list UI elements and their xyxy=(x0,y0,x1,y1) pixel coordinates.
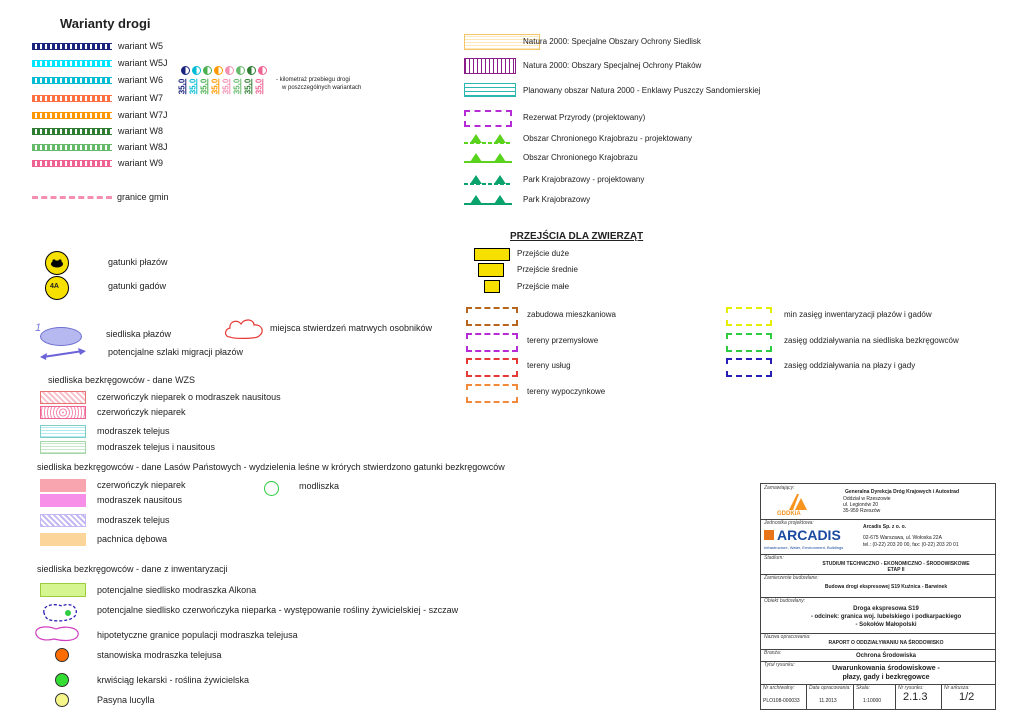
tb-rys: 2.1.3 xyxy=(903,691,928,703)
natura-label-1: Natura 2000: Obszary Specjalnej Ochrony Ptaków xyxy=(523,61,702,70)
przejscie-2: Przejście małe xyxy=(517,282,570,291)
tb-zam-name: Generalna Dyrekcja Dróg Krajowych i Autostrad xyxy=(845,489,960,495)
variant-label-6: wariant W8J xyxy=(118,142,168,152)
wzs-swatch-0 xyxy=(40,391,86,404)
km-value: 35,0 xyxy=(254,78,264,95)
siedliska-ellipse xyxy=(40,327,82,346)
natura-label-6: Park Krajobrazowy - projektowany xyxy=(523,175,645,184)
triangle-line-icon-5 xyxy=(464,150,512,162)
wzs-item-3: modraszek telejus i nausitous xyxy=(97,442,216,452)
gady-label: gatunki gadów xyxy=(108,281,167,291)
variant-line-0 xyxy=(32,43,112,50)
tb-branza: Ochrona Środowiska xyxy=(855,653,916,659)
zabudowa-label-3: tereny wypoczynkowe xyxy=(527,387,606,396)
granice-line xyxy=(32,196,112,199)
inw-item-0: potencjalne siedlisko modraszka Alkona xyxy=(97,585,257,595)
telejus-outline-icon xyxy=(32,624,82,644)
num-one: 1 xyxy=(35,322,42,334)
tb-tytul2: płazy, gady i bezkręgowce xyxy=(842,674,930,681)
zasieg-swatch-1 xyxy=(726,333,772,352)
inw-item-3: stanowiska modraszka telejusa xyxy=(97,650,222,660)
przejscie-0: Przejście duże xyxy=(517,249,570,258)
tb-zam-lbl: Zamawiający: xyxy=(764,485,795,491)
inw-item-1: potencjalne siedlisko czerwończyka nieparka - występowanie rośliny żywicielskiej - szczaw xyxy=(97,605,459,615)
natura-label-0: Natura 2000: Specjalne Obszary Ochrony Siedlisk xyxy=(523,37,701,46)
km-value: 35,0 xyxy=(221,78,231,95)
km-dot-icon xyxy=(214,66,223,75)
tb-nazwa-lbl: Nazwa opracowania: xyxy=(764,634,811,640)
zasieg-label-2: zasięg oddziaływania na płazy i gady xyxy=(784,361,916,370)
przejscie-1: Przejście średnie xyxy=(517,265,578,274)
km-value: 35,0 xyxy=(243,78,253,95)
plazy-label: gatunki płazów xyxy=(108,257,168,267)
variant-line-2 xyxy=(32,77,112,84)
zabudowa-label-1: tereny przemysłowe xyxy=(527,336,599,345)
variant-line-7 xyxy=(32,160,112,167)
krwisciag-dot-icon xyxy=(55,673,69,687)
przejscia-header: PRZEJŚCIA DLA ZWIERZĄT xyxy=(510,231,644,242)
tb-data: 11.2013 xyxy=(819,698,837,704)
wzs-item-2: modraszek telejus xyxy=(97,426,170,436)
modliszka-circle xyxy=(264,481,279,496)
przejscie-srednie-icon xyxy=(478,263,504,277)
tb-obiekt1: Droga ekspresowa S19 xyxy=(853,606,919,612)
tb-zam-a3: 35-959 Rzeszów xyxy=(843,508,881,514)
variant-line-1 xyxy=(32,60,112,67)
variant-label-4: wariant W7J xyxy=(118,110,168,120)
zabudowa-swatch-0 xyxy=(466,307,518,326)
variant-line-4 xyxy=(32,112,112,119)
km-dot-icon xyxy=(236,66,245,75)
km-dot-icon xyxy=(203,66,212,75)
gddkia-logo-icon xyxy=(787,492,809,512)
lasy-item-2: modraszek telejus xyxy=(97,515,170,525)
tb-skala-lbl: Skala: xyxy=(856,685,870,691)
tb-obiekt-lbl: Obiekt budowlany: xyxy=(764,598,806,604)
legend-title: Warianty drogi xyxy=(60,16,151,31)
tb-arc-addr: 02-675 Warszawa, ul. Wołoska 22A xyxy=(863,535,942,541)
lasy-item-3: pachnica dębowa xyxy=(97,534,168,544)
tb-stadium: STUDIUM TECHNICZNO - EKONOMICZNO - ŚRODOWISKOWE xyxy=(822,561,970,567)
wzs-item-0: czerwończyk nieparek o modraszek nausitous xyxy=(97,392,281,402)
km-dot-icon xyxy=(247,66,256,75)
triangle-line-icon-7 xyxy=(464,192,512,204)
variant-label-2: wariant W6 xyxy=(118,75,164,85)
telejus-dot-icon xyxy=(55,648,69,662)
tb-nazwa: RAPORT O ODDZIAŁYWANIU NA ŚRODOWISKO xyxy=(828,640,944,646)
natura-label-2: Planowany obszar Natura 2000 - Enklawy Puszczy Sandomierskiej xyxy=(523,86,761,95)
tb-obiekt2: - odcinek: granica woj. lubelskiego i podkarpackiego xyxy=(810,614,962,620)
wzs-item-1: czerwończyk nieparek xyxy=(97,407,186,417)
variant-label-1: wariant W5J xyxy=(118,58,168,68)
zabudowa-label-2: tereny usług xyxy=(527,361,571,370)
tb-arch-lbl: Nr archiwalny: xyxy=(763,685,795,691)
tb-zamierzenie: Budowa drogi ekspresowej S19 Kuźnica - Barwinek xyxy=(824,584,948,590)
lasy-swatch-1 xyxy=(40,494,86,507)
zasieg-label-0: min zasięg inwentaryzacji płazów i gadów xyxy=(784,310,932,319)
zasieg-swatch-2 xyxy=(726,358,772,377)
variant-line-3 xyxy=(32,95,112,102)
variant-line-6 xyxy=(32,144,112,151)
tb-zamierz-lbl: Zamierzenie budowlane: xyxy=(764,575,819,581)
tb-arch: PLO108-000033 xyxy=(763,698,800,704)
wzs-swatch-2 xyxy=(40,425,86,438)
przejscie-male-icon xyxy=(484,280,500,293)
variant-line-5 xyxy=(32,128,112,135)
natura-swatch-1 xyxy=(464,58,516,74)
lasy-item-1: modraszek nausitous xyxy=(97,495,183,505)
lizard-icon-text: 4A xyxy=(50,283,59,290)
lasy-swatch-3 xyxy=(40,533,86,546)
lasy-header: siedliska bezkręgowców - dane Lasów Państowych - wydzielenia leśne w krórych stwierdzono gatunki bezkręgowców xyxy=(37,462,505,472)
tb-ark: 1/2 xyxy=(959,691,975,703)
km-dot-icon xyxy=(192,66,201,75)
tb-branza-lbl: Branża: xyxy=(764,650,782,656)
alkona-swatch xyxy=(40,583,86,597)
tb-stad-lbl: Stadium: xyxy=(764,555,784,561)
variant-label-3: wariant W7 xyxy=(118,93,164,103)
tb-arc-name: Arcadis Sp. z o. o. xyxy=(863,524,907,530)
zasieg-label-1: zasięg oddziaływania na siedliska bezkręgowców xyxy=(784,336,959,345)
inw-item-5: Pasyna lucylla xyxy=(97,695,155,705)
km-dot-icon xyxy=(225,66,234,75)
tb-ark-lbl: Nr arkusza: xyxy=(944,685,970,691)
natura-label-7: Park Krajobrazowy xyxy=(523,195,591,204)
inw-header: siedliska bezkręgowców - dane z inwentaryzacji xyxy=(37,564,228,574)
siedliska-label: siedliska płazów xyxy=(106,329,172,339)
tb-rys-lbl: Nr rysunku: xyxy=(898,685,924,691)
km-value: 35,0 xyxy=(232,78,242,95)
km-value: 35,0 xyxy=(177,78,187,95)
tb-arcadis: ARCADIS xyxy=(777,527,841,543)
natura-label-3: Rezerwat Przyrody (projektowany) xyxy=(523,113,646,122)
modliszka-label: modliszka xyxy=(299,481,340,491)
km-dot-icon xyxy=(258,66,267,75)
triangle-line-icon-4 xyxy=(464,131,512,143)
tb-arc-tel: tel.: (0-22) 203 20 00, fax: (0-22) 203 20 01 xyxy=(863,542,959,548)
arcadis-logo-icon xyxy=(764,530,774,540)
wzs-swatch-3 xyxy=(40,441,86,454)
km-dot-icon xyxy=(181,66,190,75)
tb-jedn-lbl: Jednostka projektowa: xyxy=(764,520,814,526)
cloud-icon xyxy=(224,317,266,341)
km-value: 35,0 xyxy=(210,78,220,95)
tb-arcadis-tag: Infrastructure, Water, Environment, Buildings xyxy=(764,545,844,550)
variant-label-5: wariant W8 xyxy=(118,126,164,136)
szczaw-outline-icon xyxy=(40,601,80,623)
tb-etap: ETAP II xyxy=(887,567,905,573)
tb-obiekt3: - Sokołów Małopolski xyxy=(855,622,917,628)
tb-gddkia: GDDKiA xyxy=(777,511,801,517)
wzs-header: siedliska bezkręgowców - dane WZS xyxy=(48,375,196,385)
km-desc-2: w poszczególnych wariantach xyxy=(282,85,362,91)
natura-label-5: Obszar Chronionego Krajobrazu xyxy=(523,153,638,162)
km-markers xyxy=(177,66,270,100)
tb-skala: 1:10000 xyxy=(863,698,882,704)
zabudowa-swatch-3 xyxy=(466,384,518,403)
zabudowa-swatch-1 xyxy=(466,333,518,352)
tb-tytul1: Uwarunkowania środowiskowe - xyxy=(832,665,940,672)
natura-swatch-3 xyxy=(464,110,512,127)
tb-tytul-lbl: Tytuł rysunku: xyxy=(764,662,795,668)
tb-data-lbl: Data opracowania: xyxy=(809,685,851,691)
lucylla-dot-icon xyxy=(55,693,69,707)
natura-swatch-2 xyxy=(464,83,516,97)
szlaki-label: potencjalne szlaki migracji płazów xyxy=(108,347,244,357)
zasieg-swatch-0 xyxy=(726,307,772,326)
natura-label-4: Obszar Chronionego Krajobrazu - projektowany xyxy=(523,134,692,143)
przejscie-duze-icon xyxy=(474,248,510,261)
stwierdzen-label: miejsca stwierdzeń matrwych osobników xyxy=(270,323,433,333)
variant-label-7: wariant W9 xyxy=(118,158,164,168)
km-desc-1: - kilometraż przebiegu drogi xyxy=(276,77,351,83)
frog-icon xyxy=(45,251,69,275)
inw-item-4: krwiściąg lekarski - roślina żywicielska xyxy=(97,675,250,685)
tb-zam-a2: ul. Legionów 20 xyxy=(843,502,879,508)
km-value: 35,0 xyxy=(188,78,198,95)
zabudowa-label-0: zabudowa mieszkaniowa xyxy=(527,310,616,319)
zabudowa-swatch-2 xyxy=(466,358,518,377)
inw-item-2: hipotetyczne granice populacji modraszka telejusa xyxy=(97,630,298,640)
migration-arrow-icon xyxy=(40,348,86,360)
km-value: 35,0 xyxy=(199,78,209,95)
lasy-swatch-0 xyxy=(40,479,86,492)
wzs-swatch-1 xyxy=(40,406,86,419)
lizard-icon xyxy=(45,276,69,300)
triangle-line-icon-6 xyxy=(464,172,512,184)
variant-label-0: wariant W5 xyxy=(118,41,164,51)
title-block xyxy=(760,483,996,710)
granice-label: granice gmin xyxy=(117,192,169,202)
tb-zam-a1: Oddział w Rzeszowie xyxy=(843,496,891,502)
km-marker-7 xyxy=(254,66,267,100)
lasy-swatch-2 xyxy=(40,514,86,527)
lasy-item-0: czerwończyk nieparek xyxy=(97,480,186,490)
